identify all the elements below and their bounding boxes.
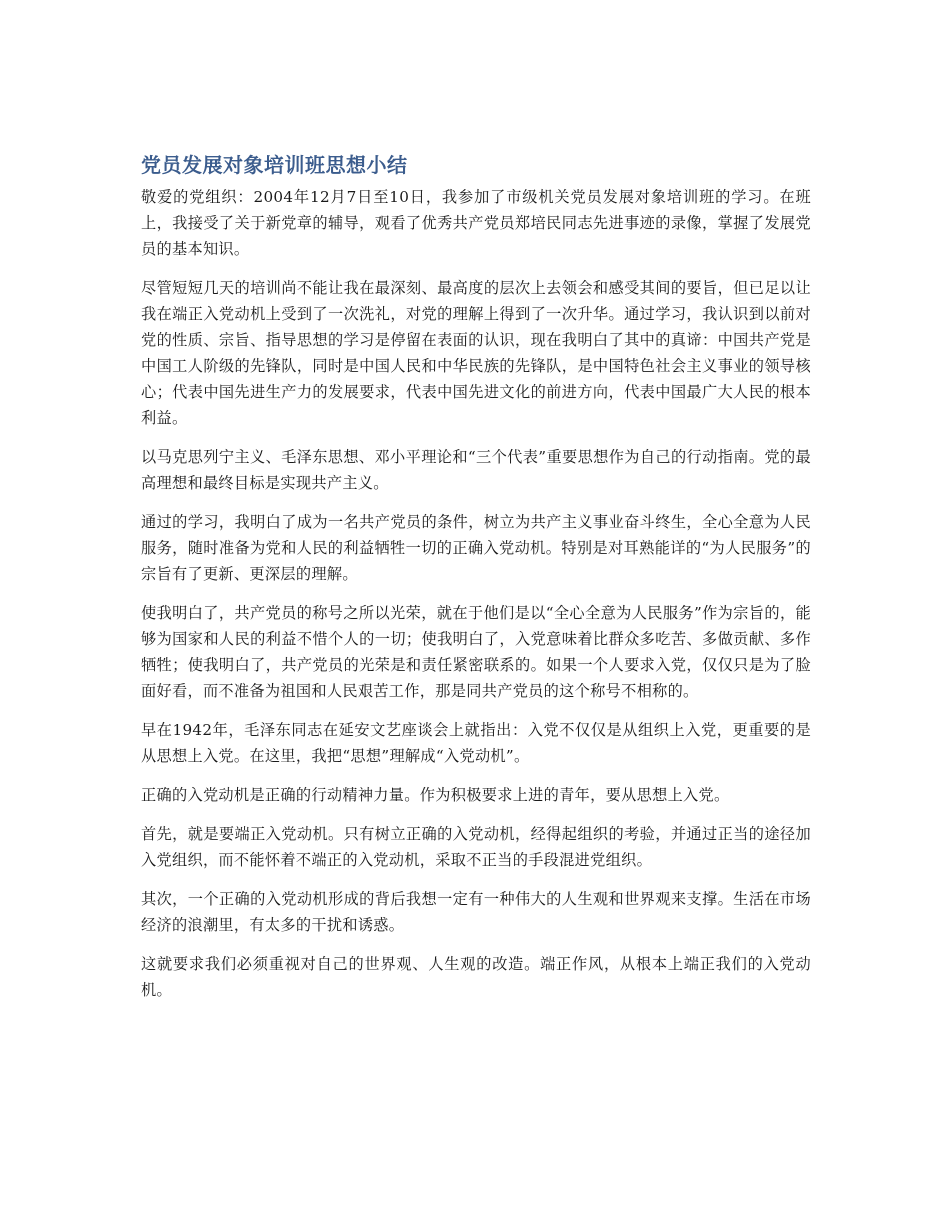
paragraph-3: 以马克思列宁主义、毛泽东思想、邓小平理论和“三个代表”重要思想作为自己的行动指南。党的最高理想和最终目标是实现共产主义。 bbox=[141, 448, 811, 492]
paragraph-10: 这就要求我们必须重视对自己的世界观、人生观的改造。端正作风，从根本上端正我们的入党动机。 bbox=[141, 955, 811, 999]
paragraph-4: 通过的学习，我明白了成为一名共产党员的条件，树立为共产主义事业奋斗终生，全心全意为人民服务，随时准备为党和人民的利益牺牲一切的正确入党动机。特别是对耳熟能详的“为人民服务”的宗旨有了更新、更深层的理解。 bbox=[141, 513, 811, 583]
paragraph-2: 尽管短短几天的培训尚不能让我在最深刻、最高度的层次上去领会和感受其间的要旨，但已足以让我在端正入党动机上受到了一次洗礼，对党的理解上得到了一次升华。通过学习，我认识到以前对党的性质、宗旨、指导思想的学习是停留在表面的认识，现在我明白了其中的真谛：中国共产党是中国工人阶级的先锋队，同时是中国人民和中华民族的先锋队，是中国特色社会主义事业的领导核心；代表中国先进生产力的发展要求，代表中国先进文化的前进方向，代表中国最广大人民的根本利益。 bbox=[141, 279, 811, 427]
paragraph-1: 敬爱的党组织：2004年12月7日至10日，我参加了市级机关党员发展对象培训班的学习。在班上，我接受了关于新党章的辅导，观看了优秀共产党员郑培民同志先进事迹的录像，掌握了发展党员的基本知识。 bbox=[141, 188, 811, 258]
paragraph-6: 早在1942年，毛泽东同志在延安文艺座谈会上就指出：入党不仅仅是从组织上入党，更重要的是从思想上入党。在这里，我把“思想”理解成“入党动机”。 bbox=[141, 721, 811, 765]
paragraph-9: 其次，一个正确的入党动机形成的背后我想一定有一种伟大的人生观和世界观来支撑。生活在市场经济的浪潮里，有太多的干扰和诱惑。 bbox=[141, 890, 811, 934]
paragraph-8: 首先，就是要端正入党动机。只有树立正确的入党动机，经得起组织的考验，并通过正当的途径加入党组织，而不能怀着不端正的入党动机，采取不正当的手段混进党组织。 bbox=[141, 825, 811, 869]
paragraph-7: 正确的入党动机是正确的行动精神力量。作为积极要求上进的青年，要从思想上入党。 bbox=[141, 786, 730, 804]
document-body bbox=[141, 150, 811, 1016]
paragraph-5: 使我明白了，共产党员的称号之所以光荣，就在于他们是以“全心全意为人民服务”作为宗旨的，能够为国家和人民的利益不惜个人的一切；使我明白了，入党意味着比群众多吃苦、多做贡献、多作牺牲；使我明白了，共产党员的光荣是和责任紧密联系的。如果一个人要求入党，仅仅只是为了脸面好看，而不准备为祖国和人民艰苦工作，那是同共产党员的这个称号不相称的。 bbox=[141, 604, 811, 700]
document-title: 党员发展对象培训班思想小结 bbox=[141, 153, 408, 177]
